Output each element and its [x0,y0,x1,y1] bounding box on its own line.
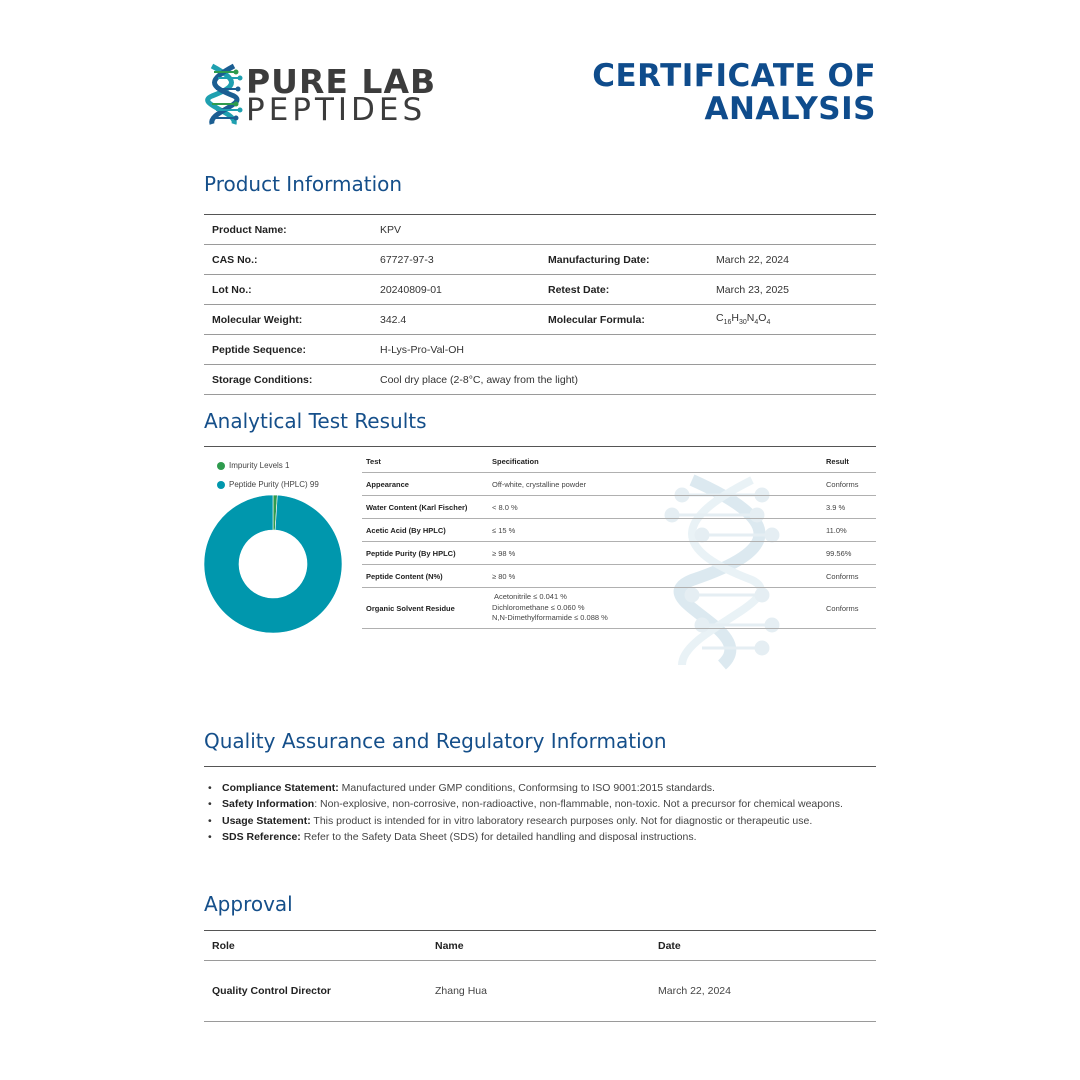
approval-heading: Approval [204,892,293,916]
test-spec: < 8.0 % [488,496,822,519]
dna-helix-icon [204,62,244,128]
table-row [204,335,876,365]
list-item: • SDS Reference: Refer to the Safety Data Sheet (SDS) for detailed handling and disposal instructions. [222,829,882,845]
table-row [204,961,876,1022]
test-name: Peptide Purity (By HPLC) [362,542,488,565]
list-item: • Usage Statement: This product is intended for in vitro laboratory research purposes only. Not for diagnostic or therapeutic use. [222,813,882,829]
analytical-results-heading: Analytical Test Results [204,409,427,433]
test-result: 3.9 % [822,496,876,519]
document-title-line2: ANALYSIS [704,91,876,127]
table-row [204,365,876,395]
test-name: Peptide Content (N%) [362,565,488,588]
approver-name: Zhang Hua [427,961,650,1022]
table-row [362,519,876,542]
molecular-weight-label: Molecular Weight: [204,305,372,335]
table-row [362,565,876,588]
solvent-spec-line: Acetonitrile ≤ 0.041 % [494,592,567,602]
donut-slice-purity [204,495,342,633]
table-row [362,542,876,565]
company-logo [204,62,437,128]
legend-item-impurity [217,456,319,475]
retest-date-label: Retest Date: [540,275,708,305]
column-header-role: Role [204,931,427,961]
divider [204,766,876,767]
list-item: • Safety Information: Non-explosive, non-corrosive, non-radioactive, non-flammable, non-toxic. Not a precursor for chemical weapons. [222,796,882,812]
divider [204,446,876,447]
column-header-result: Result [822,450,876,473]
legend-swatch [217,481,225,489]
test-result: 99.56% [822,542,876,565]
document-title [592,60,876,126]
list-item: • Compliance Statement: Manufactured under GMP conditions, Conformsing to ISO 9001:2015 standards. [222,780,882,796]
test-spec: ≤ 15 % [488,519,822,542]
molecular-weight-value: 342.4 [372,305,540,335]
test-name: Organic Solvent Residue [362,588,488,629]
test-spec: Off-white, crystalline powder [488,473,822,496]
retest-date-value: March 23, 2025 [708,275,876,305]
test-name: Appearance [362,473,488,496]
test-spec: ≥ 98 % [488,542,822,565]
column-header-name: Name [427,931,650,961]
solvent-spec-line: N,N-Dimethylformamide ≤ 0.088 % [492,613,608,623]
peptide-sequence-value: H-Lys-Pro-Val-OH [372,335,876,365]
table-header-row [204,931,876,961]
column-header-test: Test [362,450,488,473]
test-name: Acetic Acid (By HPLC) [362,519,488,542]
test-name: Water Content (Karl Fischer) [362,496,488,519]
legend-item-purity [217,475,319,494]
storage-conditions-value: Cool dry place (2-8°C, away from the light) [372,365,876,395]
approval-table [204,930,876,1022]
legend-label: Impurity Levels 1 [229,461,290,470]
test-spec: ≥ 80 % [488,565,822,588]
column-header-date: Date [650,931,876,961]
logo-text-line2: PEPTIDES [246,92,427,128]
lot-label: Lot No.: [204,275,372,305]
approval-date: March 22, 2024 [650,961,876,1022]
table-row [362,496,876,519]
document-title-line1: CERTIFICATE OF [592,58,876,94]
mfg-date-label: Manufacturing Date: [540,245,708,275]
storage-conditions-label: Storage Conditions: [204,365,372,395]
table-row [204,275,876,305]
cas-label: CAS No.: [204,245,372,275]
approver-role: Quality Control Director [204,961,427,1022]
table-row [204,305,876,335]
mfg-date-value: March 22, 2024 [708,245,876,275]
product-name-label: Product Name: [204,215,372,245]
legend-label: Peptide Purity (HPLC) 99 [229,480,319,489]
test-results-table [362,450,876,629]
qa-list [222,780,882,845]
legend-swatch [217,462,225,470]
peptide-sequence-label: Peptide Sequence: [204,335,372,365]
purity-donut-chart [203,494,343,634]
qa-heading: Quality Assurance and Regulatory Information [204,729,667,753]
table-row [204,215,876,245]
table-row [204,245,876,275]
test-result: 11.0% [822,519,876,542]
molecular-formula-label: Molecular Formula: [540,305,708,335]
table-row [362,473,876,496]
product-name-value: KPV [372,215,876,245]
cas-value: 67727-97-3 [372,245,540,275]
table-header-row [362,450,876,473]
test-spec [488,588,822,629]
lot-value: 20240809-01 [372,275,540,305]
table-row [362,588,876,629]
test-result: Conforms [822,588,876,629]
test-result: Conforms [822,473,876,496]
logo-text-line1: PURE LAB [246,62,437,101]
solvent-spec-line: Dichloromethane ≤ 0.060 % [492,602,585,612]
column-header-spec: Specification [488,450,822,473]
test-result: Conforms [822,565,876,588]
product-info-heading: Product Information [204,172,403,196]
molecular-formula-value: $C_{16}H_{30}N_4O_4$ [708,305,876,335]
product-info-table [204,214,876,395]
chart-legend [217,456,319,494]
